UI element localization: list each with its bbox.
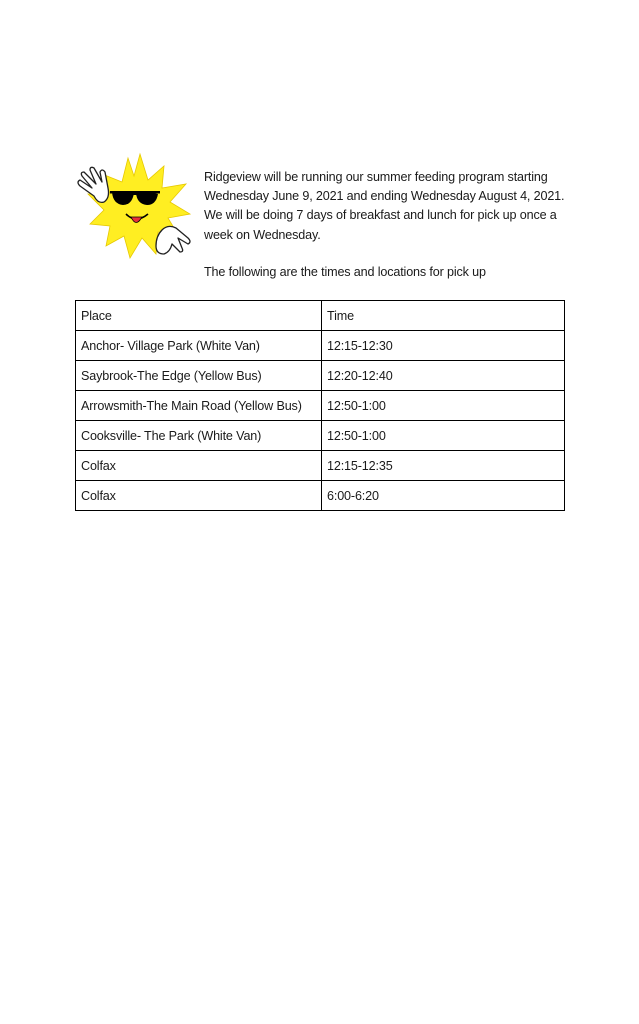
table-row <box>76 331 565 361</box>
row-time: 12:15-12:30 <box>322 331 565 361</box>
header-place: Place <box>76 301 322 331</box>
row-place: Anchor- Village Park (White Van) <box>76 331 322 361</box>
row-place: Arrowsmith-The Main Road (Yellow Bus) <box>76 391 322 421</box>
pickup-intro-line: The following are the times and locations for pick up <box>204 264 486 279</box>
header-time: Time <box>322 301 565 331</box>
row-time: 12:50-1:00 <box>322 391 565 421</box>
pickup-schedule-table <box>75 300 565 511</box>
row-time: 6:00-6:20 <box>322 481 565 511</box>
table-row <box>76 361 565 391</box>
row-time: 12:15-12:35 <box>322 451 565 481</box>
row-place: Colfax <box>76 481 322 511</box>
intro-paragraph: Ridgeview will be running our summer feeding program starting Wednesday June 9, 2021 and ending Wednesday August 4, 2021. We will be doing 7 days of breakfast and lunch for pick up once a week on Wednesday. <box>204 170 565 242</box>
row-place: Cooksville- The Park (White Van) <box>76 421 322 451</box>
sunglasses-sun-icon <box>72 150 196 262</box>
table-row <box>76 391 565 421</box>
table-header-row <box>76 301 565 331</box>
table-row <box>76 451 565 481</box>
row-time: 12:50-1:00 <box>322 421 565 451</box>
table-row <box>76 421 565 451</box>
row-place: Saybrook-The Edge (Yellow Bus) <box>76 361 322 391</box>
table-row <box>76 481 565 511</box>
intro-text-block <box>204 168 574 282</box>
row-place: Colfax <box>76 451 322 481</box>
right-hand <box>156 226 190 254</box>
row-time: 12:20-12:40 <box>322 361 565 391</box>
